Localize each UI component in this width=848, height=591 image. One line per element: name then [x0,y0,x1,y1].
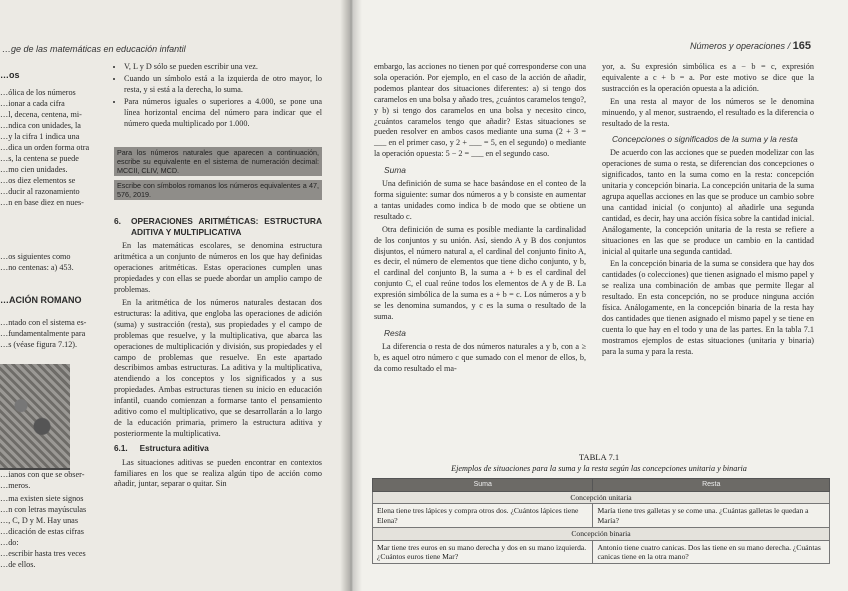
paragraph: Una definición de suma se hace basándose en el conteo de la forma siguiente: sumar dos números a y b consiste en aumentar a tantas unidades como indica b de modo que se obtiene un resultado c. [374,179,586,221]
clipped-text-line: …ducir al razonamiento [0,187,80,196]
paragraph: En las matemáticas escolares, se denomina estructura aritmética a un conjunto de números en los que hay definidas operaciones aritméticas. Estas operaciones cumplen unas propiedades y con ellas se puede abordar un amplio campo de problemas. [114,241,322,295]
subsection-number: 6.1. [114,443,128,453]
table-band-unitaria: Concepción unitaria [373,492,830,504]
left-page [0,0,350,591]
table-header-suma: Suma [373,479,593,492]
examples-table [372,478,830,564]
resta-heading: Resta [384,327,406,338]
table-header-resta: Resta [593,479,830,492]
clipped-text-line: …ACIÓN ROMANO [0,295,82,305]
exercise-box-1: Para los números naturales que aparecen a continuación, escribe su equivalente en el sistema de numeración decimal: MCCII, CLIV, MCD. [114,147,322,176]
clipped-text-line: …s, la centena se puede [0,154,79,163]
chapter-title: Números y operaciones [690,41,786,51]
section-heading [114,216,322,237]
clipped-text-line: …l, decena, centena, mi- [0,110,82,119]
paragraph: De acuerdo con las acciones que se pueden modelizar con las operaciones de suma o resta, se diferencian dos concepciones o significados, tanto en la suma como en la resta: concepción unitaria y concepción binaria. La concepción unitaria de la suma agrupa aquellas acciones en las que se produce un cambio sobre una cantidad inicial (o conjunto) al añadirle una segunda cantidad, es decir, hay una acción física sobre la cantidad inicial. Análogamente, la concepción unitaria de la resta se refiere a situaciones en las que se produce un cambio en la cantidad inicial al quitarle una segunda cantidad. [602,148,814,256]
clipped-text-line: …de ellos. [0,560,36,569]
clipped-text-line: …do: [0,538,19,547]
clipped-text-line: …os diez elementos se [0,176,76,185]
clipped-text-line: …ianos con que se obser- [0,470,85,479]
clipped-text-line: …dicación de estas cifras [0,527,84,536]
section-title: OPERACIONES ARITMÉTICAS: ESTRUCTURA ADITIVA Y MULTIPLICATIVA [131,216,322,237]
page-number: 165 [792,40,811,52]
table-row [373,504,830,528]
left-main-column [114,62,322,492]
exercise-box-2: Escribe con símbolos romanos los números equivalentes a 47, 576, 2019. [114,180,322,200]
table-cell: María tiene tres galletas y se come una. ¿Cuántas galletas le quedan a María? [593,504,830,528]
clipped-text-line: …s (véase figura 7.12). [0,340,78,349]
table-cell: Elena tiene tres lápices y compra otros dos. ¿Cuántos lápices tiene Elena? [373,504,593,528]
roman-rules-list [114,62,322,129]
right-column-1 [374,62,586,376]
clipped-text-line: …, C, D y M. Hay unas [0,516,79,525]
table-cell: Mar tiene tres euros en su mano derecha y dos en su mano izquierda. ¿Cuántos euros tiene Mar? [373,540,593,564]
paragraph: yor, a. Su expresión simbólica es a − b = c, expresión equivalente a c + b = a. Por este motivo se dice que la sustracción es la operación opuesta a la adición. [602,62,814,93]
subsection-heading [114,444,322,455]
table-band-binaria: Concepción binaria [373,528,830,540]
clipped-text-line: …ntado con el sistema es- [0,318,87,327]
paragraph: embargo, las acciones no tienen por qué corresponderse con una sola operación. Por ejemplo, en el caso de la acción de añadir, podemos plantear dos situaciones diferentes: a) si tengo dos caramelos en una bolsa y añado tres, ¿cuántos caramelos tengo?, y b) si tengo dos caramelos en una bolsa y necesito cinco, ¿cuántos caramelos tengo que añadir? Estas situaciones se pueden resolver en ambos casos mediante una suma (2 + 3 = ___ en el primer caso, y 2 + ___ = 5, en el segundo) o mediante la operación opuesta: 5 − 2 = ___ en el segundo caso. [374,62,586,159]
left-running-header: …ge de las matemáticas en educación infantil [2,44,186,54]
clipped-text-line: …meros. [0,481,31,490]
clipped-text-line: …no centenas: a) 453. [0,263,74,272]
table-subtitle: Ejemplos de situaciones para la suma y la resta según las concepciones unitaria y binaria [451,464,747,473]
clipped-text-line: …ndica con unidades, la [0,121,81,130]
clipped-text-line: …y la cifra 1 indica una [0,132,80,141]
clipped-text-line: …ólica de los números [0,88,76,97]
clipped-text-line: …mo cien unidades. [0,165,68,174]
clipped-text-line: …dica un orden forma otra [0,143,90,152]
paragraph: En la concepción binaria de la suma se considera que hay dos cantidades (o colecciones) que tienen asignado el mismo papel y se realiza una combinación de ambas que permite llegar al resultado. En esta concepción, no se produce ninguna acción física. Análogamente, en la concepción binaria de la resta hay dos cantidades que tienen asignado el mismo papel y se tiene en cuenta lo que hay en el todo y una de las partes. En la tabla 7.1 mostramos ejemplos de estas situaciones (unitaria y binaria) para la suma y para la resta. [602,259,814,356]
table-header-row [373,479,830,492]
paragraph: La diferencia o resta de dos números naturales a y b, con a ≥ b, es aquel otro número c que sumado con el menor de ellos, b, da como resultado el ma- [374,341,586,373]
clipped-text-line: …fundamentalmente para [0,329,86,338]
table-row [373,540,830,564]
table-cell: Antonio tiene cuatro canicas. Dos las tiene en su mano derecha. ¿Cuántas canicas tiene en la otra mano? [593,540,830,564]
clipped-text-line: …os [0,70,20,80]
list-item: • Para números iguales o superiores a 4.000, se pone una línea horizontal encima del número para indicar que el número queda multiplicado por 1.000. [124,97,322,130]
clipped-text-line: …n con letras mayúsculas [0,505,87,514]
subsection-title: Estructura aditiva [139,443,209,453]
clipped-text-line: …escribir hasta tres veces [0,549,86,558]
concepciones-heading: Concepciones o significados de la suma y la resta [612,134,798,145]
list-item: • Cuando un símbolo está a la izquierda de otro mayor, lo resta, y si está a la derecha, lo suma. [124,74,322,96]
clipped-text-line: …n en base diez en nues- [0,198,84,207]
suma-heading: Suma [384,165,406,176]
clipped-text-line: …ionar a cada cifra [0,99,65,108]
right-page [350,0,848,591]
roman-numerals-photo [0,364,70,470]
paragraph: Otra definición de suma es posible mediante la cardinalidad de los conjuntos y su unión. Así, siendo A y B dos conjuntos disjuntos, el número natural a, el cardinal del conjunto finito A, es decir, el número de elementos que tiene dicho conjunto, y b, el cardinal del conjunto B, la suma a + b es el cardinal del conjunto C, el cual reúne todos los elementos de A y de B. La expresión simbólica de la suma es a + b = c. Los números a y b se les denomina sumandos, y c es la suma o resultado de la suma. [374,224,586,321]
paragraph: En la aritmética de los números naturales destacan dos estructuras: la aditiva, que engloba las operaciones de adición (suma) y sustracción (resta), sus propiedades y el campo de problemas que resuelve, y la multiplicativa, que abarca las operaciones de multiplicación y división, sus propiedades y el campo de problemas que resuelve. En este apartado describimos ambas estructuras. La aditiva y la multiplicativa, atendiendo a los conceptos y los significados y a sus propiedades. Ambas estructuras tienen su inicio en educación infantil, cuando comienzan a formarse tanto el pensamiento aditivo como el multiplicativo, que se desarrollarán a lo largo de la educación primaria, primero la estructura aditiva y posteriormente la multiplicativa. [114,297,322,438]
paragraph: En una resta al mayor de los números se le denomina minuendo, y al menor, sustraendo, el resultado es la diferencia o resultado de la resta. [602,96,814,128]
table-title: TABLA 7.1 [578,452,620,462]
paragraph: Las situaciones aditivas se pueden encontrar en contextos familiares en los que se realiza algún tipo de acción como añadir, juntar, separar o quitar. Sin [114,457,322,489]
list-item: • V, L y D sólo se pueden escribir una vez. [124,62,322,73]
right-column-2 [602,62,814,360]
clipped-text-line: …ma existen siete signos [0,494,84,503]
clipped-text-line: …os siguientes como [0,252,71,261]
section-number: 6. [114,216,121,227]
right-running-header: Números y operaciones / 165 [690,40,811,52]
